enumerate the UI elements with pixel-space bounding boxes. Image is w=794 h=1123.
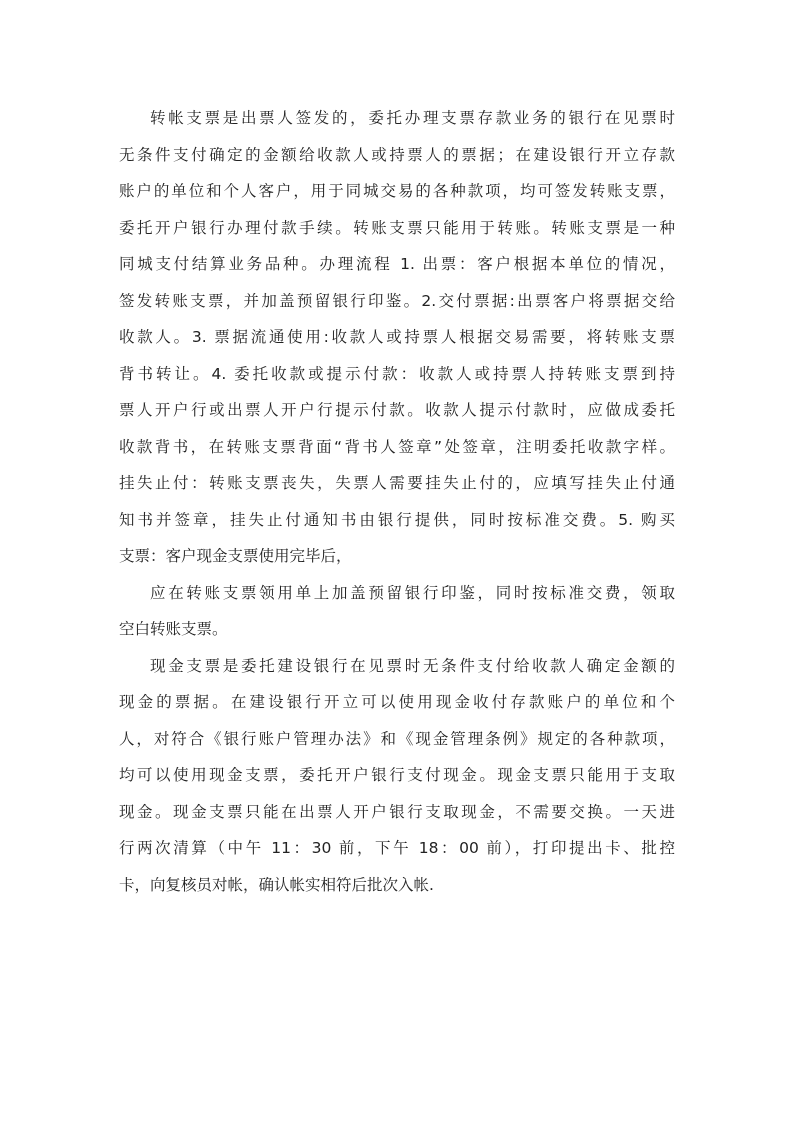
text-line: 现金的票据。在建设银行开立可以使用现金收付存款账户的单位和个 <box>119 693 675 711</box>
text-line: 支票：客户现金支票使用完毕后， <box>119 547 352 565</box>
text-line: 同城支付结算业务品种。办理流程 1. 出票：客户根据本单位的情况， <box>119 255 675 273</box>
text-line: 委托开户银行办理付款手续。转账支票只能用于转账。转账支票是一种 <box>119 218 675 237</box>
text-line: 现金。现金支票只能在出票人开户银行支取现金，不需要交换。一天进 <box>119 802 675 821</box>
text-line: 转帐支票是出票人签发的，委托办理支票存款业务的银行在见票时 <box>150 109 675 127</box>
text-line: 均可以使用现金支票，委托开户银行支付现金。现金支票只能用于支取 <box>119 766 675 784</box>
text-line: 收款人。3. 票据流通使用:收款人或持票人根据交易需要，将转账支票 <box>119 328 675 346</box>
text-line: 账户的单位和个人客户，用于同城交易的各种款项，均可签发转账支票， <box>119 182 675 200</box>
text-line: 人，对符合《银行账户管理办法》和《现金管理条例》规定的各种款项， <box>119 729 675 748</box>
text-line: 现金支票是委托建设银行在见票时无条件支付给收款人确定金额的 <box>150 656 675 675</box>
paragraph-purchase-note <box>119 575 675 648</box>
text-line: 挂失止付：转账支票丧失，失票人需要挂失止付的，应填写挂失止付通 <box>119 474 675 492</box>
text-line: 票人开户行或出票人开户行提示付款。收款人提示付款时，应做成委托 <box>119 401 675 419</box>
paragraph-cash-check <box>119 648 675 904</box>
paragraph-transfer-check <box>119 100 675 575</box>
text-line: 卡，向复核员对帐，确认帐实相符后批次入帐. <box>119 875 434 894</box>
text-line: 收款背书，在转账支票背面“背书人签章”处签章，注明委托收款字样。 <box>119 437 675 456</box>
document-body <box>119 100 675 903</box>
text-line: 行两次清算（中午 11：30 前，下午 18：00 前），打印提出卡、批控 <box>119 839 675 857</box>
text-line: 知书并签章，挂失止付通知书由银行提供，同时按标准交费。5. 购买 <box>119 510 675 529</box>
text-line: 空白转账支票。 <box>119 620 228 638</box>
text-line: 签发转账支票，并加盖预留银行印鉴。2.交付票据:出票客户将票据交给 <box>119 291 675 310</box>
text-line: 无条件支付确定的金额给收款人或持票人的票据；在建设银行开立存款 <box>119 145 675 164</box>
text-line: 应在转账支票领用单上加盖预留银行印鉴，同时按标准交费，领取 <box>150 583 675 602</box>
text-line: 背书转让。4. 委托收款或提示付款：收款人或持票人持转账支票到持 <box>119 364 675 383</box>
